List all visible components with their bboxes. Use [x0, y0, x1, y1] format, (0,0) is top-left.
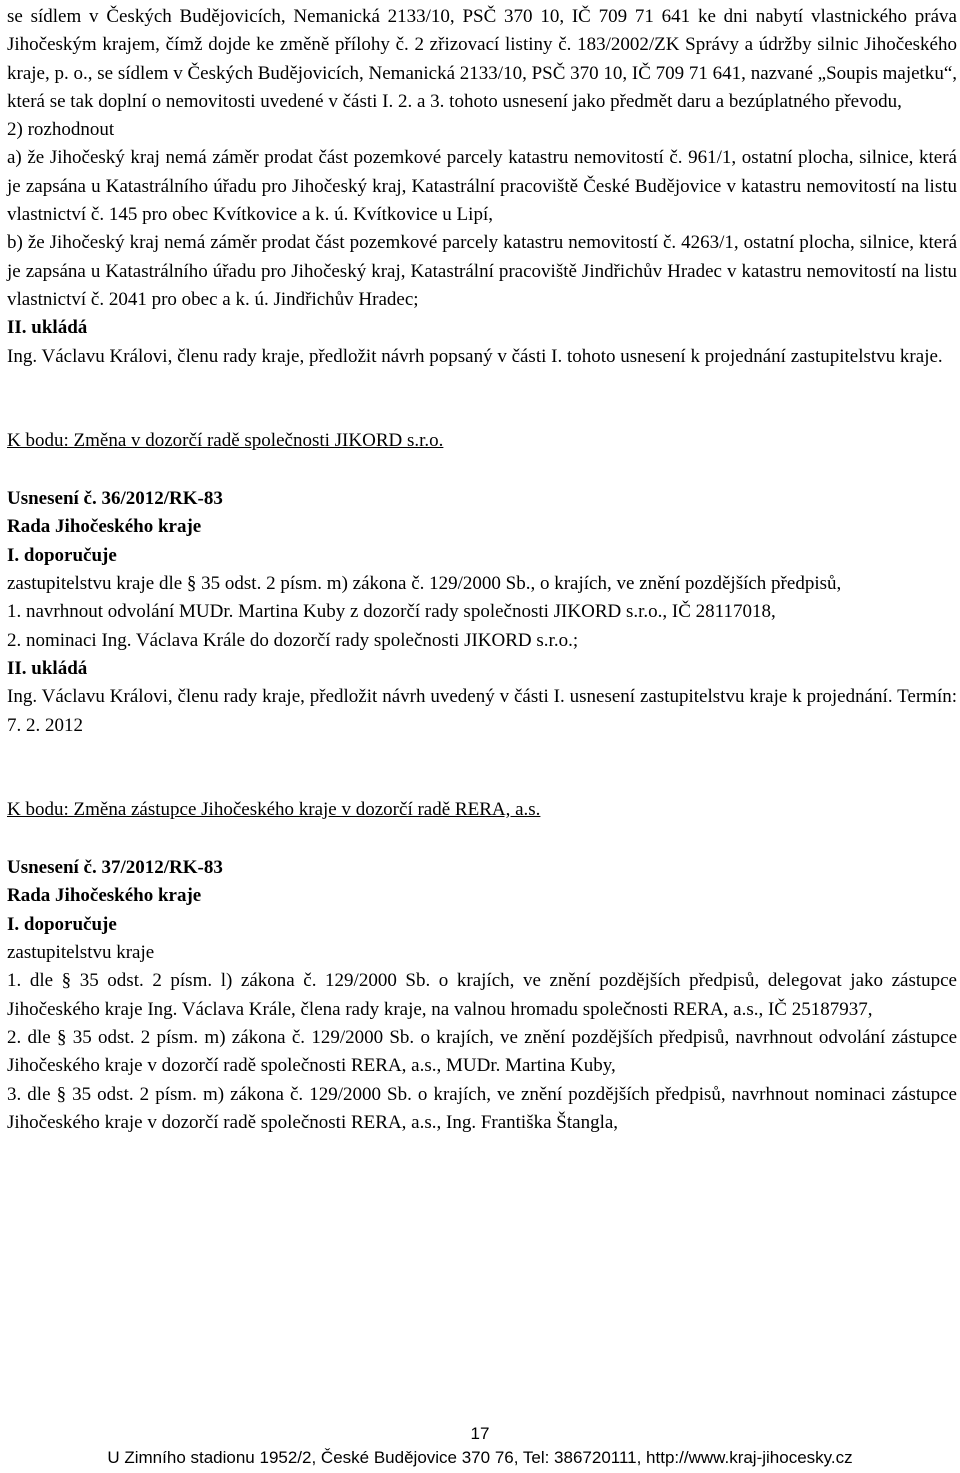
resolution-number-2: Usnesení č. 37/2012/RK-83	[7, 857, 223, 879]
doporucuje-lead: zastupitelstvu kraje dle § 35 odst. 2 písm. m) zákona č. 129/2000 Sb., o krajích, ve znění pozdějších předpisů,	[7, 573, 842, 595]
item-a: a) že Jihočeský kraj nemá záměr prodat část pozemkové parcely katastru nemovitostí č. 961/1, ostatní plocha, silnice, která je zapsána u Katastrálního úřadu pro Jihočeský kraj, Katastrální pracoviště České Budějovice v katastru nemovitostí na listu vlastnictví č. 145 pro obec Kvítkovice a k. ú. Kvítkovice u Lipí,	[7, 147, 957, 226]
doporucuje-heading: I. doporučuje	[7, 544, 117, 566]
doporucuje-item-2: 2. nominaci Ing. Václava Krále do dozorčí rady společnosti JIKORD s.r.o.;	[7, 629, 579, 651]
council-heading: Rada Jihočeského kraje	[7, 516, 202, 538]
item-b: b) že Jihočeský kraj nemá záměr prodat část pozemkové parcely katastru nemovitostí č. 4263/1, ostatní plocha, silnice, která je zapsána u Katastrálního úřadu pro Jihočeský kraj, Katastrální pracoviště Jindřichův Hradec v katastru nemovitostí na listu vlastnictví č. 2041 pro obec a k. ú. Jindřichův Hradec;	[7, 232, 957, 310]
doporucuje-lead-2: zastupitelstvu kraje	[7, 942, 155, 964]
section-topic-rera: K bodu: Změna zástupce Jihočeského kraje v dozorčí radě RERA, a.s.	[7, 798, 541, 820]
rera-item-1: 1. dle § 35 odst. 2 písm. l) zákona č. 129/2000 Sb. o krajích, ve znění pozdějších předpisů, delegovat jako zástupce Jihočeského kraje Ing. Václava Krále, člena rady kraje, na valnou hromadu společnosti RERA, a.s., IČ 25187937,	[7, 970, 957, 1020]
rera-item-3: 3. dle § 35 odst. 2 písm. m) zákona č. 129/2000 Sb. o krajích, ve znění pozdějších předpisů, navrhnout nominaci zástupce Jihočeského kraje v dozorčí radě společnosti RERA, a.s., Ing. Františka Štangla,	[7, 1083, 957, 1133]
uklada-heading: II. ukládá	[7, 317, 88, 339]
doporucuje-item-1: 1. navrhnout odvolání MUDr. Martina Kuby z dozorčí rady společnosti JIKORD s.r.o., IČ 28117018,	[7, 601, 776, 623]
rera-item-2: 2. dle § 35 odst. 2 písm. m) zákona č. 129/2000 Sb. o krajích, ve znění pozdějších předpisů, navrhnout odvolání zástupce Jihočeského kraje v dozorčí radě společnosti RERA, a.s., MUDr. Martina Kuby,	[7, 1026, 957, 1077]
uklada-text-2: Ing. Václavu Královi, členu rady kraje, předložit návrh uvedený v části I. usnesení zastupitelstvu kraje k projednání. Termín: 7. 2. 2012	[7, 686, 957, 736]
resolution-number	[7, 485, 957, 513]
uklada-heading-2: II. ukládá	[7, 657, 88, 679]
document-page	[7, 3, 957, 1137]
section-topic-jikord: K bodu: Změna v dozorčí radě společnosti JIKORD s.r.o.	[7, 429, 444, 451]
council-heading-2: Rada Jihočeského kraje	[7, 885, 202, 907]
footer-address: U Zimního stadionu 1952/2, České Budějovice 370 76, Tel: 386720111, http://www.kraj-jihocesky.cz	[107, 1448, 853, 1467]
intro-paragraph: se sídlem v Českých Budějovicích, Nemanická 2133/10, PSČ 370 10, IČ 709 71 641 ke dni nabytí vlastnického práva Jihočeským krajem, čímž dojde ke změně přílohy č. 2 zřizovací listiny č. 183/2002/ZK Správy a údržby silnic Jihočeského kraje, p. o., se sídlem v Českých Budějovicích, Nemanická 2133/10, PSČ 370 10, IČ 709 71 641, nazvané „Soupis majetku“, která se tak doplní o nemovitosti uvedené v části I. 2. a 3. tohoto usnesení jako předmět daru a bezúplatného převodu,	[7, 6, 957, 112]
resolution-label: Usnesení č. 36/2012/RK-83	[7, 488, 223, 510]
page-number: 17	[470, 1424, 490, 1443]
uklada-text: Ing. Václavu Královi, členu rady kraje, předložit návrh popsaný v části I. tohoto usnesení k projednání zastupitelstvu kraje.	[7, 345, 943, 367]
rozhodnout-label: 2) rozhodnout	[7, 119, 115, 141]
doporucuje-heading-2: I. doporučuje	[7, 913, 117, 935]
